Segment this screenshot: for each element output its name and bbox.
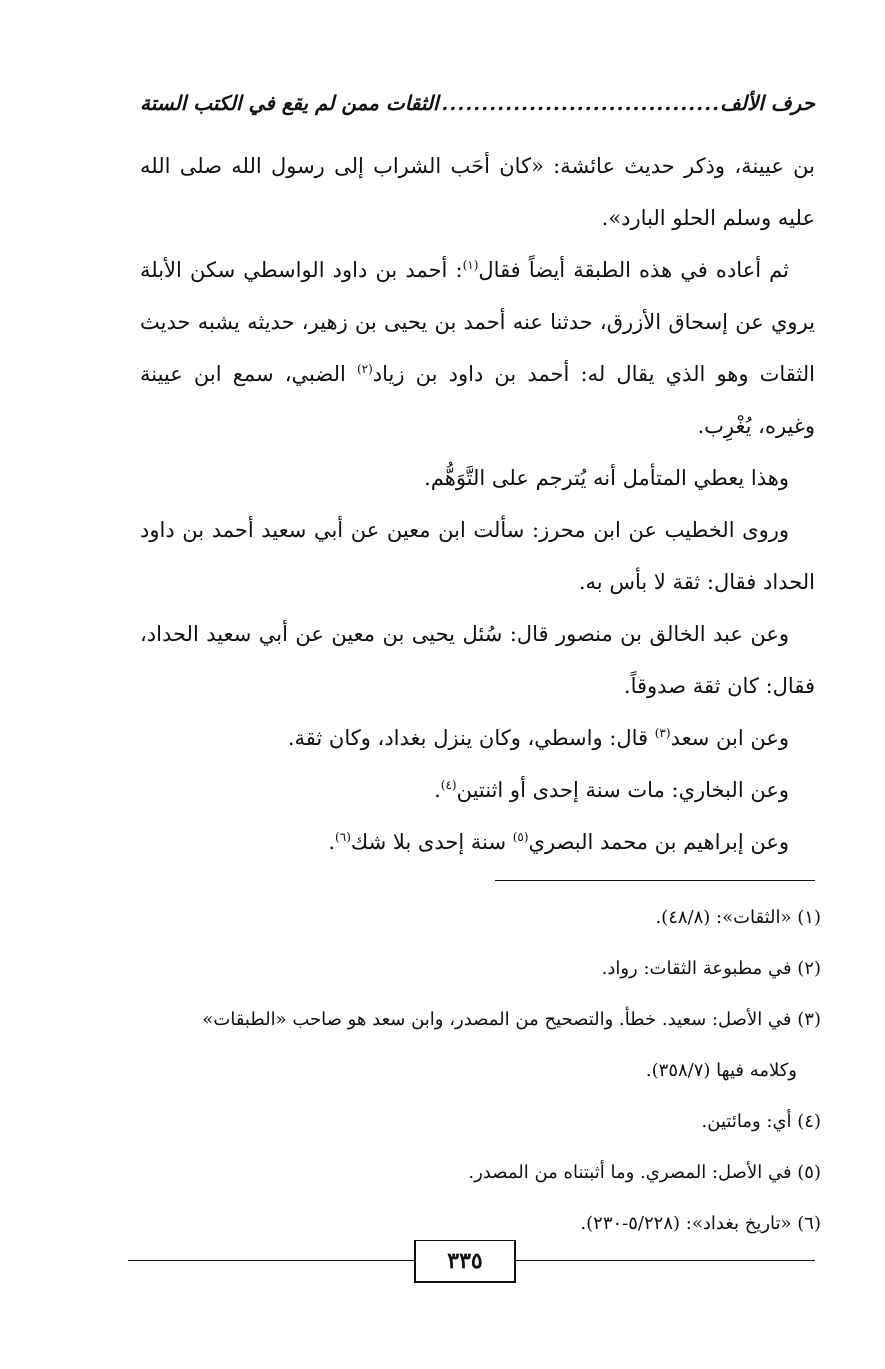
paragraph-2 — [140, 244, 815, 452]
footnote-ref-1: (١) — [462, 258, 479, 272]
paragraph-1 — [140, 140, 815, 244]
header-leader-dots — [439, 88, 721, 120]
header-chapter: حرف الألف — [720, 91, 815, 115]
paragraph-7 — [140, 764, 815, 816]
paragraph-2-text-b: : أحمد بن داود الواسطي سكن الأبلة يروي عن إسحاق الأزرق، حدثنا عنه أحمد بن يحيى بن زهير، حديثه يشبه حديث الثقات وهو الذي يقال له: أحمد بن داود بن زياد — [140, 258, 815, 386]
paragraph-7-text-a: وعن البخاري: مات سنة إحدى أو اثنتين — [456, 778, 789, 802]
footnote-ref-4: (٤) — [440, 778, 457, 792]
paragraph-6-text-b: قال: واسطي، وكان ينزل بغداد، وكان ثقة. — [287, 726, 655, 750]
paragraph-3 — [140, 452, 815, 504]
paragraph-8-text-a: وعن إبراهيم بن محمد البصري — [528, 830, 789, 854]
footnote-5: (٥) في الأصل: المصري. وما أثبتناه من المصدر. — [468, 1162, 821, 1183]
footnote-2: (٢) في مطبوعة الثقات: رواد. — [601, 958, 821, 979]
paragraph-3-text: وهذا يعطي المتأمل أنه يُترجم على التَّوَهُّم. — [424, 466, 789, 490]
paragraph-6 — [140, 712, 815, 764]
paragraph-8-text-b: سنة إحدى بلا شك — [350, 830, 513, 854]
running-header — [140, 88, 815, 120]
footnote-ref-6: (٦) — [335, 830, 351, 844]
paragraph-2-text-a: ثم أعاده في هذه الطبقة أيضاً فقال — [478, 258, 789, 282]
paragraph-5-text: وعن عبد الخالق بن منصور قال: سُئل يحيى بن معين عن أبي سعيد الحداد، فقال: كان ثقة صدوقاً. — [140, 622, 815, 698]
paragraph-8-text-c: . — [328, 830, 336, 854]
page-number: ٣٣٥ — [414, 1240, 516, 1283]
paragraph-1-text: بن عيينة، وذكر حديث عائشة: «كان أحَب الشراب إلى رسول الله صلى الله عليه وسلم الحلو البارد». — [140, 154, 815, 230]
footnote-ref-5: (٥) — [512, 830, 529, 844]
paragraph-8 — [140, 816, 815, 868]
header-book-title: الثقات ممن لم يقع في الكتب الستة — [140, 91, 439, 115]
paragraph-5 — [140, 608, 815, 712]
footnote-4: (٤) أي: ومائتين. — [701, 1111, 821, 1132]
footnote-ref-3: (٣) — [654, 726, 671, 740]
paragraph-7-text-b: . — [434, 778, 441, 802]
footnote-divider — [495, 880, 815, 881]
footnote-3-line-1: (٣) في الأصل: سعيد. خطأ. والتصحيح من المصدر، وابن سعد هو صاحب «الطبقات» — [202, 1009, 821, 1030]
paragraph-6-text-a: وعن ابن سعد — [670, 726, 789, 750]
footnote-1: (١) «الثقات»: (٤٨/٨). — [655, 907, 821, 928]
footnote-6: (٦) «تاريخ بغداد»: (٥/٢٢٨-٢٣٠). — [580, 1213, 821, 1234]
footnote-3-line-2: وكلامه فيها (٣٥٨/٧). — [645, 1060, 797, 1081]
main-text — [140, 140, 815, 868]
paragraph-4-text: وروى الخطيب عن ابن محرز: سألت ابن معين عن أبي سعيد أحمد بن داود الحداد فقال: ثقة لا بأس به. — [140, 518, 815, 594]
footnotes — [100, 892, 821, 1249]
paragraph-4 — [140, 504, 815, 608]
paragraph-2-text-c: الضبي، سمع ابن عيينة وغيره، يُغْرِب. — [140, 362, 815, 438]
footnote-ref-2: (٢) — [356, 362, 373, 376]
